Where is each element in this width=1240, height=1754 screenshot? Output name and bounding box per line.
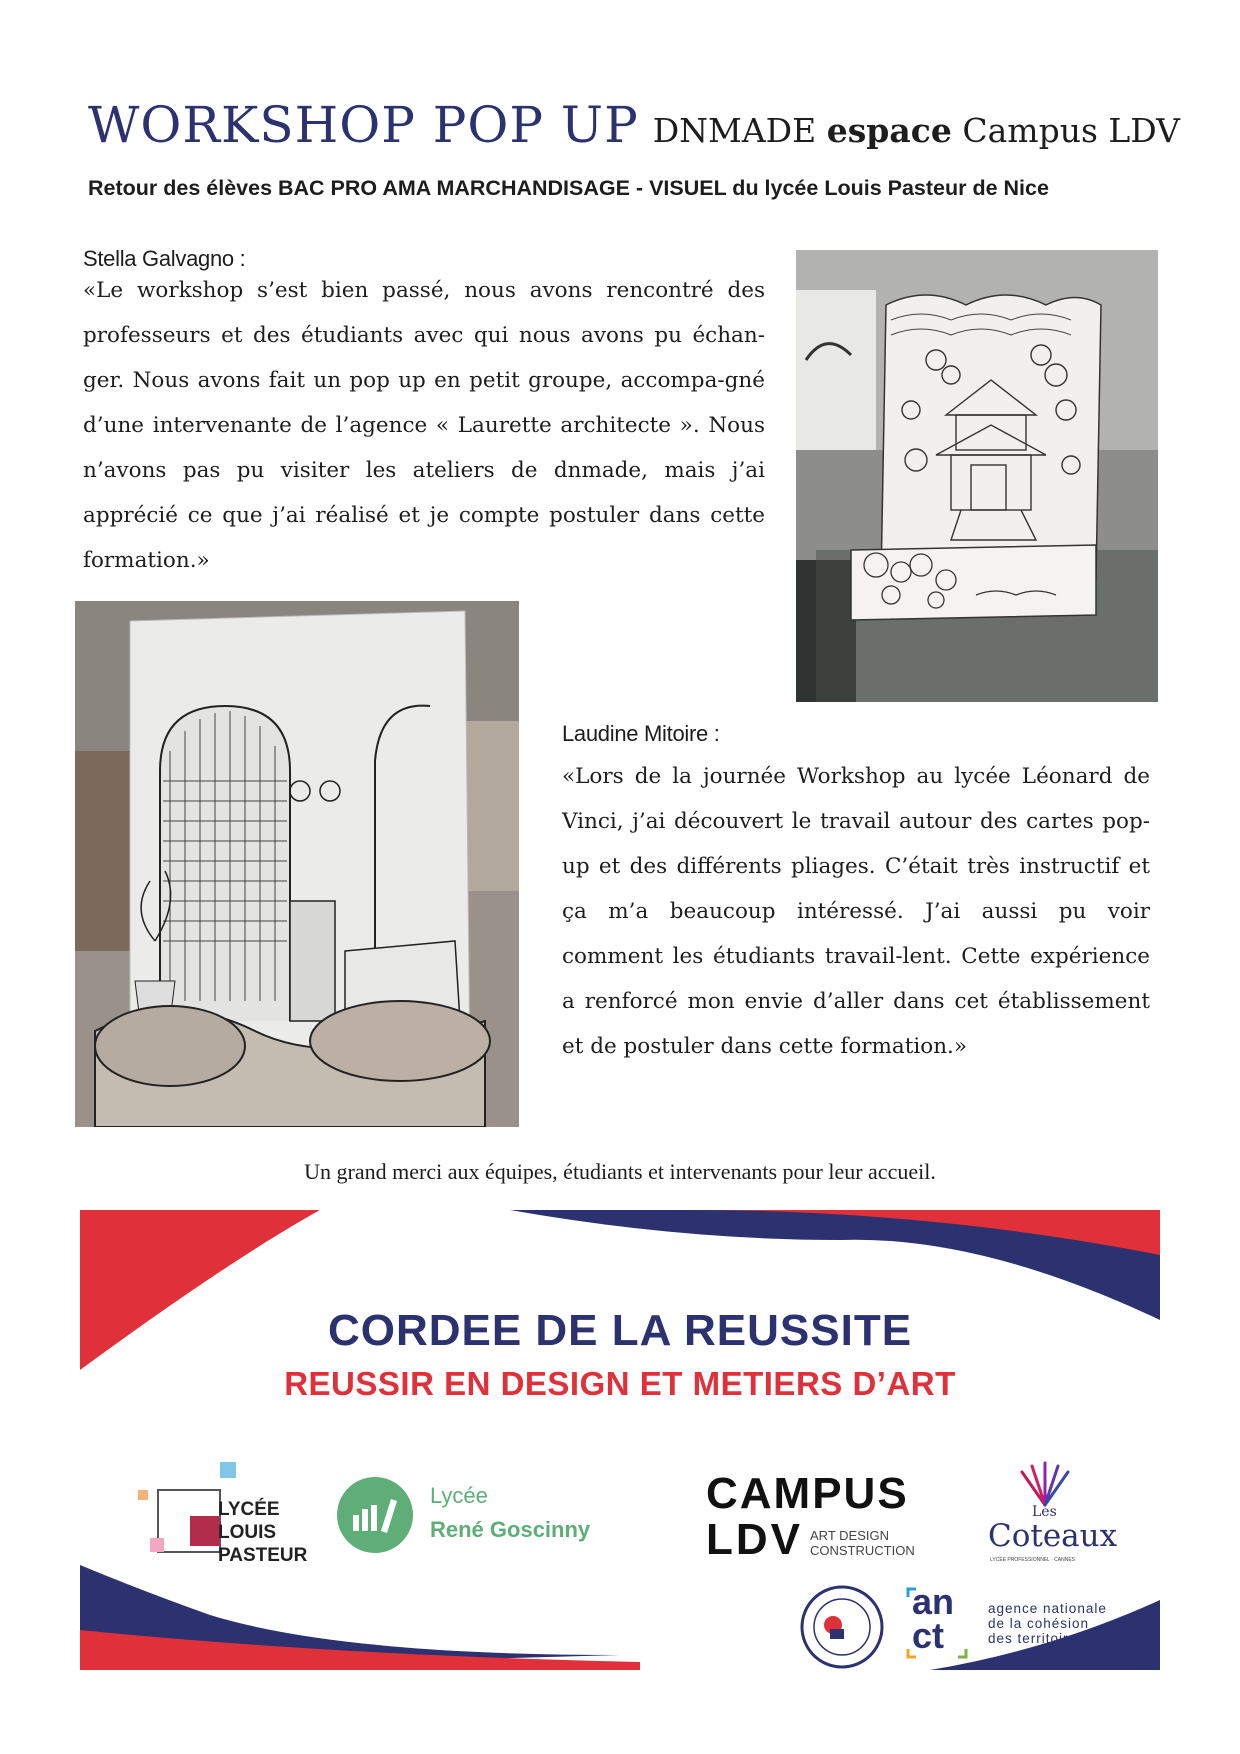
goscinny-line1: Lycée	[430, 1483, 488, 1508]
anct-line3: des territoires	[988, 1631, 1085, 1646]
pasteur-line3: PASTEUR	[218, 1545, 308, 1566]
campus-word: CAMPUS	[706, 1469, 909, 1518]
page-subtitle: Retour des élèves BAC PRO AMA MARCHANDISAGE - VISUEL du lycée Louis Pasteur de Nice	[88, 176, 1049, 200]
goscinny-logo-mark	[335, 1475, 415, 1555]
quote-laudine: «Lors de la journée Workshop au lycée Léonard de Vinci, j’ai découvert le travail autour des cartes pop-up et des différents pliages. C’était très instructif et ça m’a beaucoup intéressé. J’ai aussi pu voir comment les étudiants travail-lent. Cette expérience a renforcé mon envie d’aller dans cet établissement et de postuler dans cette formation.»	[562, 764, 1150, 1059]
interior-popup-photo	[75, 601, 519, 1127]
goscinny-logo	[335, 1475, 625, 1565]
title-prefix: DNMADE	[652, 111, 817, 150]
author-laudine: Laudine Mitoire :	[562, 721, 720, 746]
anct-ct: ct	[912, 1615, 945, 1656]
coteaux-les: Les	[1032, 1504, 1057, 1520]
cordee-banner	[80, 1210, 1160, 1670]
anct-logo	[898, 1581, 1138, 1669]
campus-tag1: ART DESIGN	[810, 1528, 889, 1543]
coteaux-tag: LYCÉE PROFESSIONNEL · CANNES	[990, 1557, 1076, 1563]
title-main: WORKSHOP POP UP	[88, 96, 639, 154]
title-sub	[653, 111, 1180, 150]
anct-an: an	[912, 1581, 955, 1622]
pasteur-logo	[138, 1460, 318, 1590]
campus-ldv-logo	[706, 1469, 936, 1572]
anct-line1: agence nationale	[988, 1601, 1107, 1616]
cordees-seal-mark	[800, 1585, 884, 1669]
coteaux-leaf-icon	[1010, 1460, 1080, 1510]
cordees-seal	[800, 1585, 884, 1669]
pasteur-line2: LOUIS	[218, 1522, 277, 1543]
campus-tag2: CONSTRUCTION	[810, 1543, 915, 1558]
quote-stella: «Le workshop s’est bien passé, nous avons rencontré des professeurs et des étudiants avec qui nous avons pu échan-ger. Nous avons fait un pop up en petit groupe, accompa-gné d’une intervenante de l’agence « Laurette architecte ». Nous n’avons pas pu visiter les ateliers de dnmade, mais j’ai apprécié ce que j’ai réalisé et je compte postuler dans cette formation.»	[83, 278, 765, 573]
coteaux-logo	[980, 1460, 1118, 1590]
title-bold: espace	[826, 111, 952, 150]
title-suffix: Campus LDV	[962, 111, 1181, 150]
pagoda-popup-photo	[796, 250, 1158, 702]
page-title	[88, 96, 1181, 154]
banner-title: CORDEE DE LA REUSSITE	[327, 1306, 913, 1355]
thanks-note: Un grand merci aux équipes, étudiants et intervenants pour leur accueil.	[304, 1159, 936, 1184]
goscinny-line2: René Goscinny	[430, 1517, 591, 1542]
coteaux-name: Coteaux	[988, 1518, 1118, 1554]
author-stella: Stella Galvagno :	[83, 246, 246, 271]
anct-line2: de la cohésion	[988, 1616, 1090, 1631]
anct-corner-marks	[902, 1581, 972, 1665]
banner-subtitle: REUSSIR EN DESIGN ET METIERS D’ART	[284, 1365, 956, 1402]
pasteur-line1: LYCÉE	[218, 1499, 280, 1520]
ldv-word: LDV	[706, 1515, 803, 1564]
